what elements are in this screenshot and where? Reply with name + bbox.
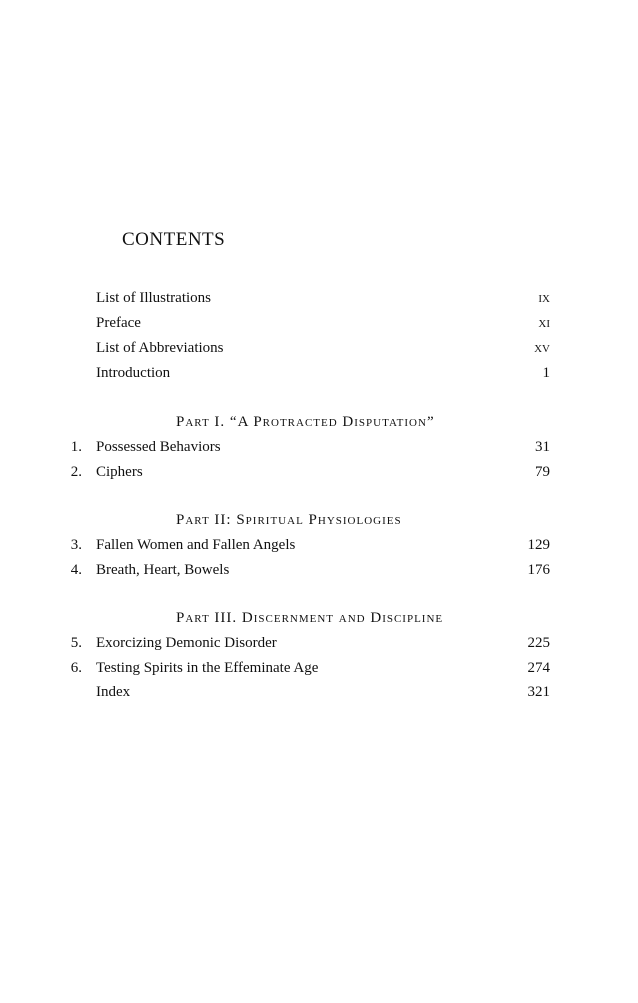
toc-entry-page: xi — [538, 315, 550, 331]
chapter-number: 6. — [70, 660, 82, 676]
toc-entry-title: Index — [96, 684, 131, 700]
part-heading-text: Part II: Spiritual Physiologies — [176, 512, 402, 528]
toc-entry-title: List of Illustrations — [96, 290, 211, 306]
chapter-title: Fallen Women and Fallen Angels — [96, 537, 296, 553]
page-title: CONTENTS — [122, 229, 226, 250]
part-heading — [0, 411, 638, 433]
part-heading-text: Part III. Discernment and Discipline — [176, 610, 444, 626]
toc-entry-page: ix — [538, 290, 550, 306]
toc-entry — [0, 681, 638, 703]
chapter-page: 225 — [527, 635, 550, 651]
chapter-title: Ciphers — [96, 464, 143, 480]
chapter-number: 2. — [70, 464, 82, 480]
chapter-page: 79 — [535, 464, 550, 480]
toc-entry-page: xv — [534, 340, 550, 356]
chapter-page: 176 — [527, 562, 550, 578]
toc-entry-title: Preface — [96, 315, 141, 331]
chapter-number: 1. — [70, 439, 82, 455]
toc-entry — [0, 287, 638, 309]
part-heading — [0, 509, 638, 531]
toc-entry — [0, 312, 638, 334]
part-heading-text: Part I. “A Protracted Disputation” — [176, 414, 435, 430]
toc-entry — [0, 362, 638, 384]
chapter-title: Testing Spirits in the Effeminate Age — [96, 660, 319, 676]
chapter-page: 31 — [535, 439, 550, 455]
chapter-number: 4. — [70, 562, 82, 578]
toc-chapter — [0, 534, 638, 556]
toc-chapter — [0, 657, 638, 679]
chapter-number: 3. — [70, 537, 82, 553]
toc-chapter — [0, 461, 638, 483]
toc-entry-page: 321 — [527, 684, 550, 700]
toc-entry-page: 1 — [542, 365, 550, 381]
chapter-title: Possessed Behaviors — [96, 439, 221, 455]
toc-chapter — [0, 632, 638, 654]
toc-entry — [0, 337, 638, 359]
toc-chapter — [0, 559, 638, 581]
toc-chapter — [0, 436, 638, 458]
chapter-page: 274 — [527, 660, 550, 676]
toc-entry-title: List of Abbreviations — [96, 340, 224, 356]
part-heading — [0, 607, 638, 629]
chapter-title: Breath, Heart, Bowels — [96, 562, 230, 578]
chapter-page: 129 — [527, 537, 550, 553]
chapter-number: 5. — [70, 635, 82, 651]
chapter-title: Exorcizing Demonic Disorder — [96, 635, 277, 651]
toc-entry-title: Introduction — [96, 365, 171, 381]
